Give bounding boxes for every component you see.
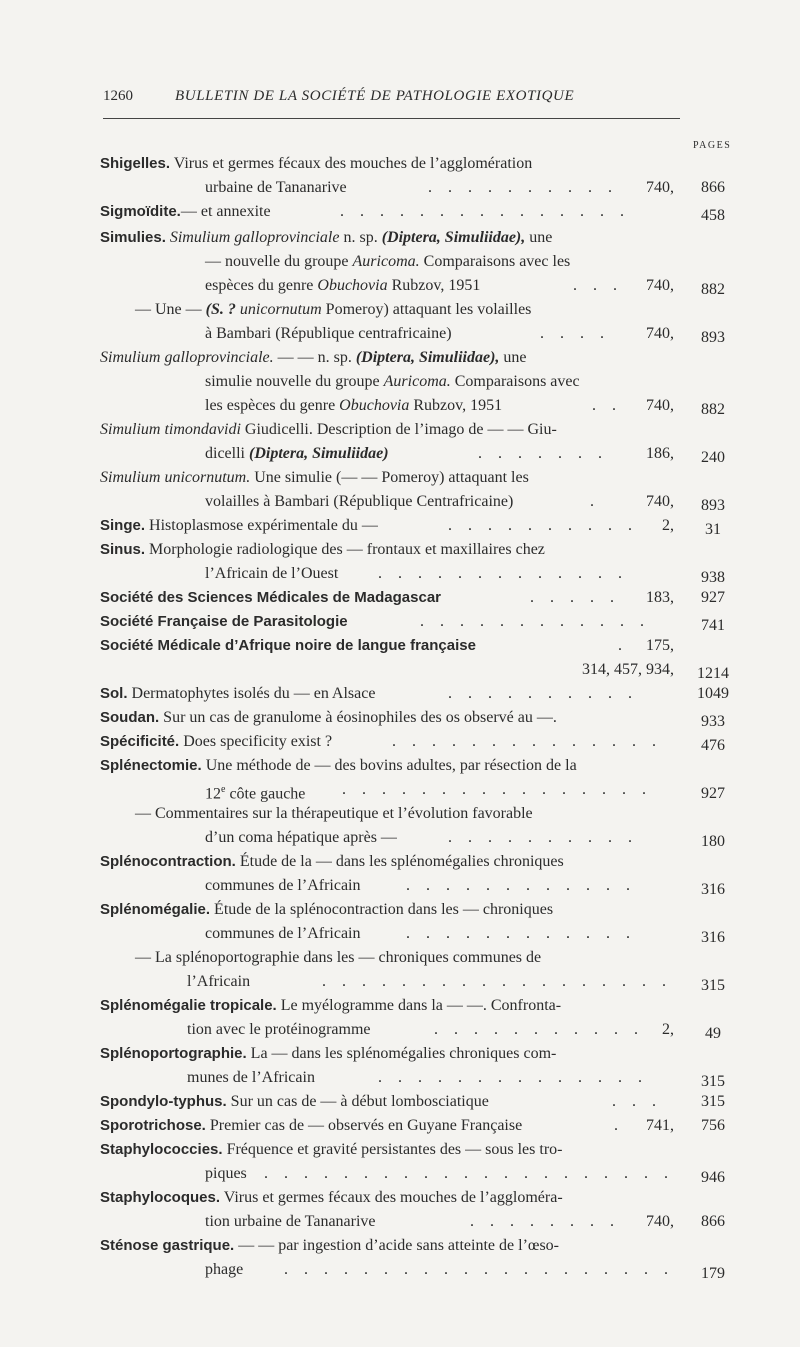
index-entry-cont <box>0 778 800 802</box>
entry-page: 31 <box>705 521 721 538</box>
entry-taxon: Auricoma. <box>352 253 420 270</box>
entry-volume-ref: 314, 457, 934, <box>582 661 674 678</box>
index-entry <box>0 1138 800 1162</box>
entry-volume-ref: 740, <box>646 277 674 294</box>
entry-text: La — dans les splénomégalies chroniques com- <box>250 1045 557 1062</box>
entry-taxon-group: (Diptera, Simuliidae), <box>355 349 500 366</box>
index-entry-cont <box>0 826 800 850</box>
entry-text: phage <box>205 1261 244 1278</box>
header-rule <box>103 118 680 119</box>
entry-text: — — n. sp. <box>277 349 352 366</box>
ordinal-suffix: e <box>221 784 226 795</box>
leader-dots: . . . . . . . . . . . . . <box>378 565 628 582</box>
entry-text: — nouvelle du groupe <box>205 253 349 270</box>
entry-text: Sur un cas de granulome à éosinophiles des os observé au —. <box>163 709 557 726</box>
index-entry-cont <box>0 370 800 394</box>
entry-page: 882 <box>701 401 725 418</box>
entry-heading: Sigmoïdite. <box>100 203 181 220</box>
index-entry <box>0 730 800 754</box>
entry-text: Pomeroy) attaquant les volailles <box>325 301 532 318</box>
page-header <box>0 88 800 116</box>
entry-text: — — par ingestion d’acide sans atteinte de l’œso- <box>238 1237 559 1254</box>
index-entry <box>0 898 800 922</box>
leader-dots: . . . . . . . . . . . . . . . . . . . . . <box>264 1165 674 1182</box>
leader-dots: . . . . . . . . <box>470 1213 620 1230</box>
entry-text: l’Africain de l’Ouest <box>205 565 339 582</box>
leader-dots: . . . . <box>540 325 610 342</box>
entry-text: piques <box>205 1165 247 1182</box>
index-entry <box>0 200 800 224</box>
index-entry-cont <box>0 394 800 418</box>
leader-dots: . . . . . . . . . . . . <box>420 613 650 630</box>
leader-dots: . . . <box>573 277 623 294</box>
entry-page: 49 <box>705 1025 721 1042</box>
entry-text: communes de l’Africain <box>205 925 361 942</box>
leader-dots: . . . . . . . . . . . . <box>406 877 636 894</box>
leader-dots: . . . . . . . . . . . <box>434 1021 644 1038</box>
leader-dots: . . . . . . . . . . . . <box>406 925 636 942</box>
entry-taxon: Auricoma. <box>383 373 451 390</box>
entry-text: Une méthode de — des bovins adultes, par résection de la <box>205 757 577 774</box>
entry-taxon: Obuchovia <box>339 397 410 414</box>
entry-text: Does specificity exist ? <box>183 733 333 750</box>
leader-dots: . . . . . . . . . . . . . . <box>392 733 662 750</box>
index-entry <box>0 418 800 442</box>
entry-text: Premier cas de — observés en Guyane Française <box>209 1117 523 1134</box>
entry-heading: Sténose gastrique. <box>100 1237 235 1254</box>
entry-volume-ref: 741, <box>646 1117 674 1134</box>
index-entry-cont <box>0 1066 800 1090</box>
entry-text: 12 <box>205 785 221 803</box>
entry-page: 893 <box>701 497 725 514</box>
entry-text: Giudicelli. Description de l’imago de — — Giu- <box>244 421 557 438</box>
entry-page: 240 <box>701 449 725 466</box>
entry-text: une <box>529 229 553 246</box>
entry-page: 741 <box>701 617 725 634</box>
index-entry-cont <box>0 490 800 514</box>
entry-text: côte gauche <box>229 785 306 803</box>
entry-page: 893 <box>701 329 725 346</box>
entry-text: volailles à Bambari (République Centrafricaine) <box>205 493 514 510</box>
entry-heading: Splénocontraction. <box>100 853 236 870</box>
index-entry <box>0 298 800 322</box>
entry-text: dicelli <box>205 445 245 462</box>
entry-volume-ref: 740, <box>646 179 674 196</box>
leader-dots: . . . . . . . . . . . . . . . . . . . . <box>284 1261 674 1278</box>
entry-text: Étude de la splénocontraction dans les — chroniques <box>214 901 554 918</box>
entry-volume-ref: 740, <box>646 397 674 414</box>
entry-text: l’Africain <box>187 973 251 990</box>
entry-page: 933 <box>701 713 725 730</box>
entry-taxon-group: (Diptera, Simuliidae), <box>381 229 526 246</box>
entry-text: Comparaisons avec <box>454 373 580 390</box>
leader-dots: . . . . . . . . . . . . . . <box>378 1069 648 1086</box>
entry-heading: Spondylo-typhus. <box>100 1093 227 1110</box>
index-entry-cont <box>0 1162 800 1186</box>
entry-page: 315 <box>701 977 725 994</box>
entry-text: — Commentaires sur la thérapeutique et l’évolution favorable <box>135 805 533 822</box>
entry-heading: Société Française de Parasitologie <box>100 613 348 630</box>
entry-heading: Société Médicale d’Afrique noire de langue française <box>100 637 476 654</box>
index-entry <box>0 226 800 250</box>
entry-taxon-group: (Diptera, Simuliidae) <box>248 445 389 462</box>
leader-dots: . . . . . . . . . . . . . . . . . . <box>322 973 672 990</box>
leader-dots: . . . . . . . . . . <box>448 829 638 846</box>
index-entry-cont <box>0 922 800 946</box>
entry-page: 882 <box>701 281 725 298</box>
entry-text: — Une — <box>135 301 202 318</box>
entry-text: communes de l’Africain <box>205 877 361 894</box>
leader-dots: . . . . . . . . . . <box>428 179 618 196</box>
entry-text: Histoplasmose expérimentale du — <box>149 517 378 534</box>
entry-heading: Simulium galloprovinciale. <box>100 349 274 366</box>
entry-heading: Sol. <box>100 685 128 702</box>
entry-heading: Sporotrichose. <box>100 1117 206 1134</box>
index-entry <box>0 706 800 730</box>
index-entry <box>0 1186 800 1210</box>
entry-text: Sur un cas de — à début lombosciatique <box>230 1093 489 1110</box>
index-entry-cont <box>0 1258 800 1282</box>
leader-dots: . <box>614 1117 624 1134</box>
entry-text: Morphologie radiologique des — frontaux et maxillaires chez <box>149 541 545 558</box>
leader-dots: . . . . . . . . . . . . . . . <box>340 203 630 220</box>
index-entry <box>0 802 800 826</box>
entry-taxon: Obuchovia <box>317 277 388 294</box>
index-entry <box>0 466 800 490</box>
index-entry <box>0 610 800 634</box>
index-entry-cont <box>0 250 800 274</box>
entry-heading: Staphylococcies. <box>100 1141 223 1158</box>
entry-page: 316 <box>701 929 725 946</box>
entry-taxon: Simulium galloprovinciale <box>169 229 340 246</box>
entry-text: une <box>503 349 527 366</box>
index-entry <box>0 1114 800 1138</box>
entry-volume-ref: 183, <box>646 589 674 606</box>
entry-heading: Simulium unicornutum. <box>100 469 251 486</box>
entry-text: simulie nouvelle du groupe <box>205 373 380 390</box>
entry-heading: Singe. <box>100 517 146 534</box>
entry-heading: Splénectomie. <box>100 757 202 774</box>
entry-page: 316 <box>701 881 725 898</box>
entry-text: Rubzov, 1951 <box>413 397 503 414</box>
entry-volume-ref: 175, <box>646 637 674 654</box>
leader-dots: . <box>590 493 600 510</box>
entry-heading: Spécificité. <box>100 733 180 750</box>
leader-dots: . . <box>592 397 622 414</box>
entry-text: Rubzov, 1951 <box>391 277 481 294</box>
leader-dots: . . . . . . . . . . . . . . . . <box>342 781 652 798</box>
entry-page: 1214 <box>697 665 729 682</box>
entry-text: Comparaisons avec les <box>423 253 571 270</box>
entry-text: urbaine de Tananarive <box>205 179 347 196</box>
index-entry-cont <box>0 1018 800 1042</box>
leader-dots: . <box>618 637 628 654</box>
entry-text: Une simulie (— — Pomeroy) attaquant les <box>254 469 529 486</box>
entry-page: 866 <box>701 1213 725 1230</box>
entry-page: 927 <box>701 589 725 606</box>
entry-volume-ref: 2, <box>662 1021 674 1038</box>
index-entry <box>0 1042 800 1066</box>
entry-heading: Soudan. <box>100 709 160 726</box>
entry-heading: Société des Sciences Médicales de Madagascar <box>100 589 442 606</box>
index-entry-cont <box>0 322 800 346</box>
entry-text: Étude de la — dans les splénomégalies chroniques <box>239 853 564 870</box>
page-number: 1260 <box>103 88 133 104</box>
entry-text: les espèces du genre <box>205 397 336 414</box>
index-entry-cont <box>0 970 800 994</box>
index-entry-cont <box>0 658 800 682</box>
entry-text: — La splénoportographie dans les — chroniques communes de <box>135 949 542 966</box>
entry-text: tion urbaine de Tananarive <box>205 1213 376 1230</box>
index-entry <box>0 514 800 538</box>
entry-page: 756 <box>701 1117 725 1134</box>
index-entry <box>0 946 800 970</box>
entry-page: 180 <box>701 833 725 850</box>
entry-text: n. sp. <box>343 229 378 246</box>
entry-text: Virus et germes fécaux des mouches de l’agglomération <box>173 155 533 172</box>
entry-page: 938 <box>701 569 725 586</box>
entry-text: Le myélogramme dans la — —. Confronta- <box>280 997 562 1014</box>
entry-heading: Staphylocoques. <box>100 1189 221 1206</box>
entry-heading: Splénomégalie tropicale. <box>100 997 277 1014</box>
index-entry <box>0 346 800 370</box>
entry-text: tion avec le protéinogramme <box>187 1021 371 1038</box>
entry-page: 315 <box>701 1073 725 1090</box>
entry-page: 315 <box>701 1093 725 1110</box>
index-entry <box>0 586 800 610</box>
leader-dots: . . . . . . . . . . <box>448 517 638 534</box>
index-entry-cont <box>0 442 800 466</box>
entry-heading: Splénoportographie. <box>100 1045 247 1062</box>
index-entry <box>0 682 800 706</box>
index-entry-cont <box>0 274 800 298</box>
index-entry <box>0 754 800 778</box>
leader-dots: . . . . . . . . . . <box>448 685 638 702</box>
index-entry <box>0 994 800 1018</box>
entry-text: Fréquence et gravité persistantes des — sous les tro- <box>226 1141 563 1158</box>
entry-volume-ref: 740, <box>646 325 674 342</box>
entry-page: 927 <box>701 785 725 802</box>
entry-volume-ref: 186, <box>646 445 674 462</box>
entry-heading: Simulies. <box>100 229 166 246</box>
entry-text: espèces du genre <box>205 277 314 294</box>
entry-taxon: unicornutum <box>239 301 322 318</box>
entry-taxon-group: (S. ? <box>205 301 236 318</box>
entry-volume-ref: 2, <box>662 517 674 534</box>
entry-page: 946 <box>701 1169 725 1186</box>
index-entry <box>0 538 800 562</box>
index-entry-cont <box>0 176 800 200</box>
entry-text: d’un coma hépatique après — <box>205 829 397 846</box>
entry-text: — et annexite <box>180 203 271 220</box>
entry-page: 476 <box>701 737 725 754</box>
entry-page: 1049 <box>697 685 729 702</box>
entry-heading: Splénomégalie. <box>100 901 211 918</box>
entry-volume-ref: 740, <box>646 493 674 510</box>
leader-dots: . . . . . . . <box>478 445 608 462</box>
index-entry <box>0 1090 800 1114</box>
entry-heading: Shigelles. <box>100 155 171 172</box>
leader-dots: . . . <box>612 1093 662 1110</box>
index-entry <box>0 1234 800 1258</box>
index-entry <box>0 850 800 874</box>
entry-text: Dermatophytes isolés du — en Alsace <box>131 685 376 702</box>
index-entry-cont <box>0 874 800 898</box>
entry-text: Virus et germes fécaux des mouches de l’aggloméra- <box>223 1189 563 1206</box>
entry-text: munes de l’Africain <box>187 1069 315 1086</box>
entry-page: 179 <box>701 1265 725 1282</box>
running-title: BULLETIN DE LA SOCIÉTÉ DE PATHOLOGIE EXOTIQUE <box>175 88 575 104</box>
entry-heading: Sinus. <box>100 541 146 558</box>
index-entry-cont <box>0 562 800 586</box>
entry-volume-ref: 740, <box>646 1213 674 1230</box>
leader-dots: . . . . . <box>530 589 620 606</box>
entry-heading: Simulium timondavidi <box>100 421 241 438</box>
index-entry-cont <box>0 1210 800 1234</box>
entry-page: 866 <box>701 179 725 196</box>
pages-column-label: PAGES <box>693 140 732 151</box>
entry-page: 458 <box>701 207 725 224</box>
index-entry <box>0 152 800 176</box>
index-entry <box>0 634 800 658</box>
entry-text: à Bambari (République centrafricaine) <box>205 325 452 342</box>
